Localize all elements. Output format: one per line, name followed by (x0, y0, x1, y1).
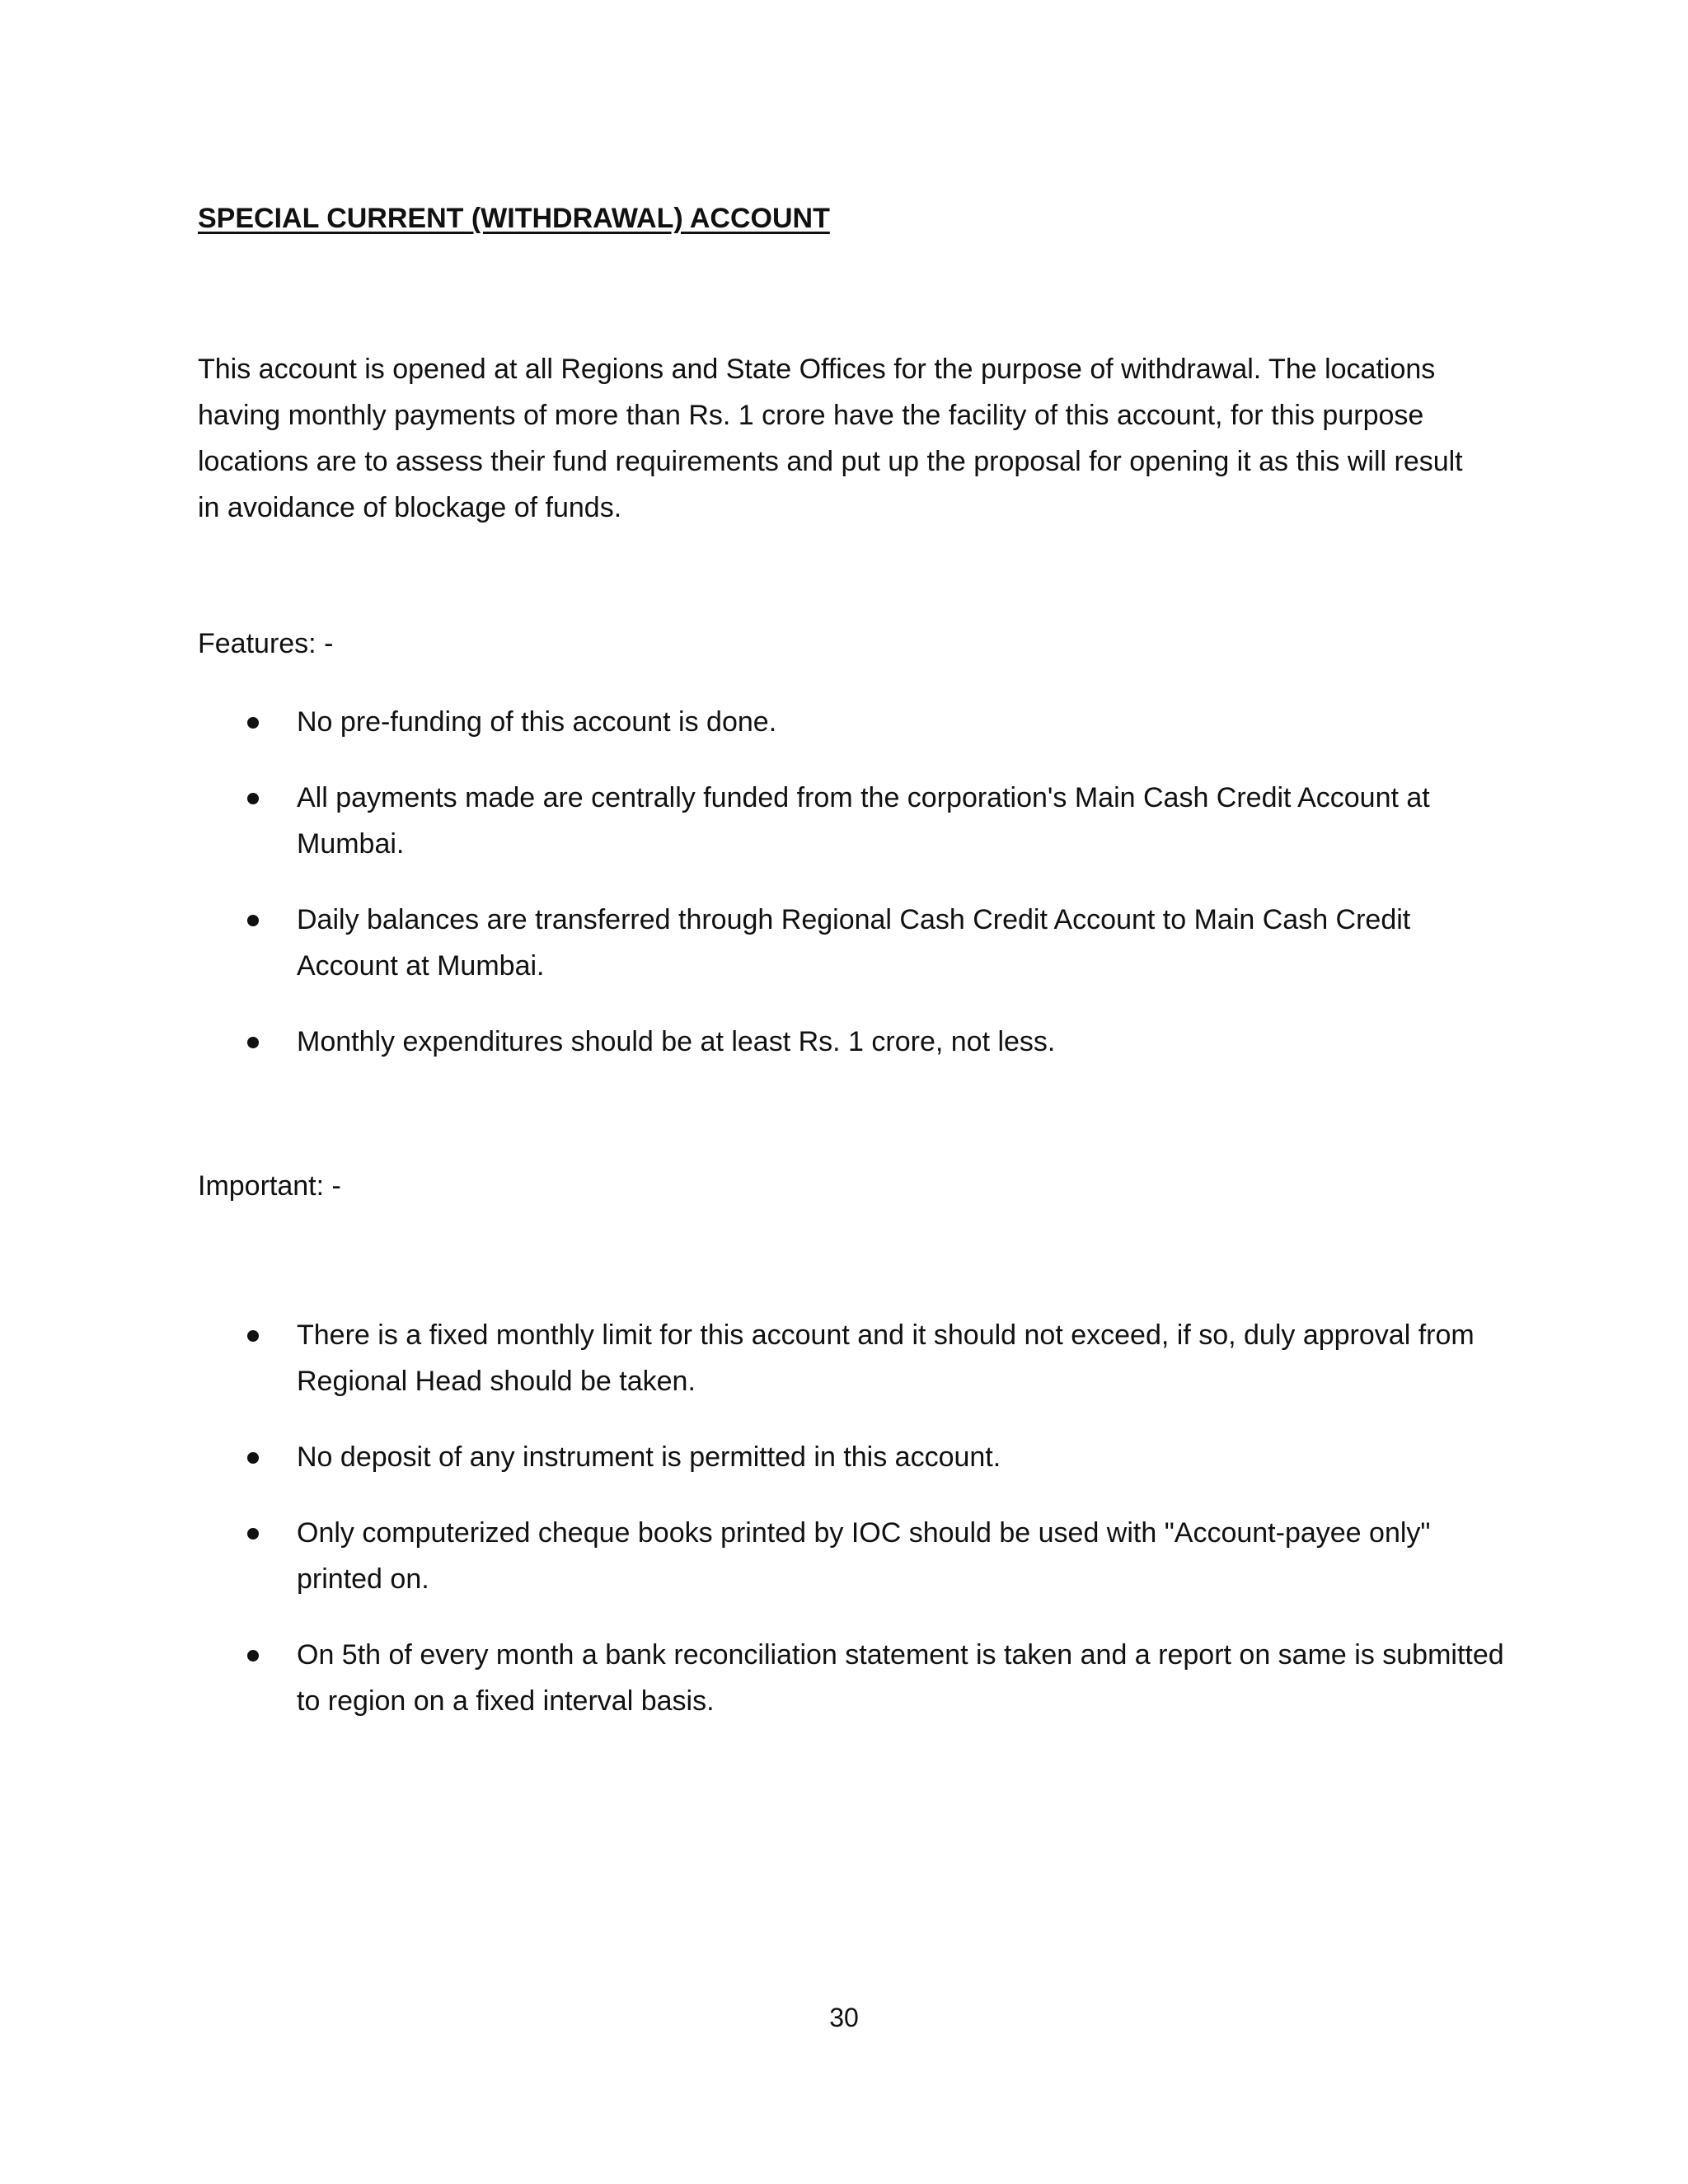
list-item: There is a fixed monthly limit for this account and it should not exceed, if so, duly approval from Regional Head should be taken. (198, 1312, 1517, 1404)
list-item: All payments made are centrally funded from the corporation's Main Cash Credit Account at Mumbai. (198, 775, 1517, 867)
features-list (198, 699, 1517, 1094)
list-item: Daily balances are transferred through Regional Cash Credit Account to Main Cash Credit Account at Mumbai. (198, 897, 1517, 989)
features-label: Features: - (198, 628, 334, 659)
list-item: Only computerized cheque books printed by IOC should be used with "Account-payee only" printed on. (198, 1510, 1517, 1602)
list-item: Monthly expenditures should be at least Rs. 1 crore, not less. (198, 1019, 1517, 1065)
page-number: 30 (829, 2003, 859, 2032)
intro-paragraph: This account is opened at all Regions and State Offices for the purpose of withdrawal. The locations having monthly payments of more than Rs. 1 crore have the facility of this account, for this purpose locations are to assess their fund requirements and put up the proposal for opening it as this will result in avoidance of blockage of funds. (198, 354, 1463, 523)
section-heading: SPECIAL CURRENT (WITHDRAWAL) ACCOUNT (198, 203, 830, 234)
list-item: No pre-funding of this account is done. (198, 699, 1517, 745)
list-item: On 5th of every month a bank reconciliation statement is taken and a report on same is submitted to region on a fixed interval basis. (198, 1632, 1517, 1724)
important-list (198, 1312, 1517, 1754)
important-label: Important: - (198, 1170, 341, 1202)
list-item: No deposit of any instrument is permitted in this account. (198, 1434, 1517, 1480)
